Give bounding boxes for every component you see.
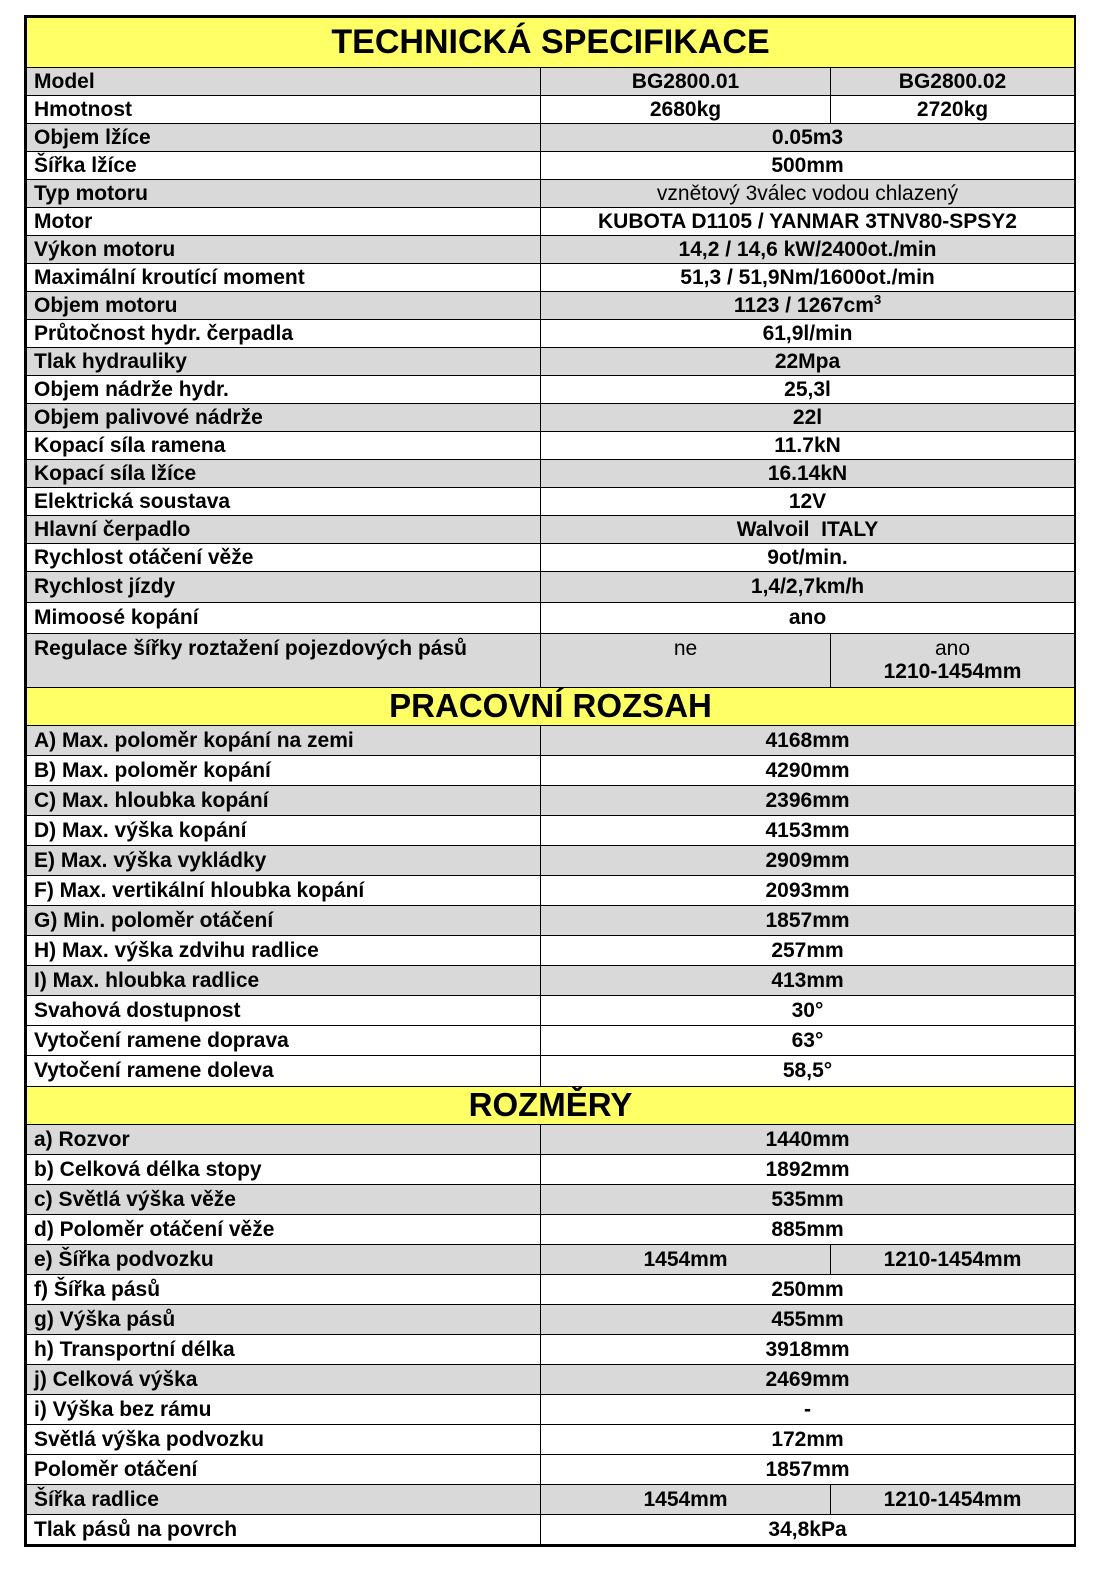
spec-value: 16.14kN xyxy=(541,460,1075,488)
spec-label: Tlak hydrauliky xyxy=(27,348,541,376)
dimension-label: h) Transportní délka xyxy=(27,1335,541,1365)
spec-value-bg280002: 2720kg xyxy=(831,96,1075,124)
dimension-value: 2469mm xyxy=(541,1365,1075,1395)
spec-label: Objem palivové nádrže xyxy=(27,404,541,432)
dimension-value: 1857mm xyxy=(541,1455,1075,1485)
range-label: B) Max. poloměr kopání xyxy=(27,756,541,786)
dimension-value: 172mm xyxy=(541,1425,1075,1455)
spec-table xyxy=(26,17,1075,1545)
dimension-value: 1440mm xyxy=(541,1125,1075,1155)
dimension-value-bg280002: 1210-1454mm xyxy=(831,1245,1075,1275)
range-label: F) Max. vertikální hloubka kopání xyxy=(27,876,541,906)
spec-label: Průtočnost hydr. čerpadla xyxy=(27,320,541,348)
spec-label: Mimoosé kopání xyxy=(27,603,541,634)
dimension-label: i) Výška bez rámu xyxy=(27,1395,541,1425)
section-title-working-range: PRACOVNÍ ROZSAH xyxy=(27,688,1075,726)
spec-value xyxy=(541,292,1075,320)
section-title-dimensions: ROZMĚRY xyxy=(27,1087,1075,1125)
spec-value: 9ot/min. xyxy=(541,544,1075,572)
range-label: Svahová dostupnost xyxy=(27,996,541,1026)
range-value: 1857mm xyxy=(541,906,1075,936)
range-label: C) Max. hloubka kopání xyxy=(27,786,541,816)
range-value: 4168mm xyxy=(541,726,1075,756)
spec-value: 22Mpa xyxy=(541,348,1075,376)
range-value: 2093mm xyxy=(541,876,1075,906)
dimension-value: 3918mm xyxy=(541,1335,1075,1365)
spec-value: 500mm xyxy=(541,152,1075,180)
dimension-label: d) Poloměr otáčení věže xyxy=(27,1215,541,1245)
dimension-value: 885mm xyxy=(541,1215,1075,1245)
range-label: E) Max. výška vykládky xyxy=(27,846,541,876)
spec-label: Kopací síla lžíce xyxy=(27,460,541,488)
spec-label: Rychlost jízdy xyxy=(27,572,541,603)
spec-value-bg280002 xyxy=(831,634,1075,688)
spec-label: Typ motoru xyxy=(27,180,541,208)
dimension-label: b) Celková délka stopy xyxy=(27,1155,541,1185)
dimension-value-bg280002: 1210-1454mm xyxy=(831,1485,1075,1515)
spec-label: Výkon motoru xyxy=(27,236,541,264)
dimension-label: Světlá výška podvozku xyxy=(27,1425,541,1455)
page-title: TECHNICKÁ SPECIFIKACE xyxy=(27,18,1075,68)
range-value: 2396mm xyxy=(541,786,1075,816)
spec-value: 0.05m3 xyxy=(541,124,1075,152)
spec-label: Hmotnost xyxy=(27,96,541,124)
dimension-value: 455mm xyxy=(541,1305,1075,1335)
range-label: H) Max. výška zdvihu radlice xyxy=(27,936,541,966)
dimension-label: j) Celková výška xyxy=(27,1365,541,1395)
range-value: 413mm xyxy=(541,966,1075,996)
engine-volume-text: 1123 / 1267cm xyxy=(733,293,874,317)
range-label: G) Min. poloměr otáčení xyxy=(27,906,541,936)
spec-label: Model xyxy=(27,68,541,96)
range-label: D) Max. výška kopání xyxy=(27,816,541,846)
range-label: Vytočení ramene doprava xyxy=(27,1026,541,1056)
range-value: 257mm xyxy=(541,936,1075,966)
track-adjust-range: 1210-1454mm xyxy=(883,660,1022,684)
spec-value-bg280002: BG2800.02 xyxy=(831,68,1075,96)
spec-label: Rychlost otáčení věže xyxy=(27,544,541,572)
spec-value: 1,4/2,7km/h xyxy=(541,572,1075,603)
spec-label: Šířka lžíce xyxy=(27,152,541,180)
spec-label: Elektrická soustava xyxy=(27,488,541,516)
dimension-value: 250mm xyxy=(541,1275,1075,1305)
range-value: 30° xyxy=(541,996,1075,1026)
dimension-label: Šířka radlice xyxy=(27,1485,541,1515)
spec-value: 11.7kN xyxy=(541,432,1075,460)
spec-value: 61,9l/min xyxy=(541,320,1075,348)
spec-value-bg280001: ne xyxy=(541,634,831,688)
spec-value: 12V xyxy=(541,488,1075,516)
dimension-label: f) Šířka pásů xyxy=(27,1275,541,1305)
spec-label: Maximální kroutící moment xyxy=(27,264,541,292)
range-label: Vytočení ramene doleva xyxy=(27,1056,541,1087)
dimension-label: e) Šířka podvozku xyxy=(27,1245,541,1275)
dimension-value: - xyxy=(541,1395,1075,1425)
range-value: 2909mm xyxy=(541,846,1075,876)
spec-label: Hlavní čerpadlo xyxy=(27,516,541,544)
spec-label: Objem lžíce xyxy=(27,124,541,152)
spec-value: 51,3 / 51,9Nm/1600ot./min xyxy=(541,264,1075,292)
range-label: I) Max. hloubka radlice xyxy=(27,966,541,996)
spec-label: Kopací síla ramena xyxy=(27,432,541,460)
spec-value-bg280001: 2680kg xyxy=(541,96,831,124)
spec-value: KUBOTA D1105 / YANMAR 3TNV80-SPSY2 xyxy=(541,208,1075,236)
spec-value: Walvoil ITALY xyxy=(541,516,1075,544)
dimension-label: Tlak pásů na povrch xyxy=(27,1515,541,1545)
dimension-value-bg280001: 1454mm xyxy=(541,1485,831,1515)
spec-value: ano xyxy=(541,603,1075,634)
spec-value-bg280001: BG2800.01 xyxy=(541,68,831,96)
spec-value: 22l xyxy=(541,404,1075,432)
spec-label: Objem motoru xyxy=(27,292,541,320)
spec-value: 25,3l xyxy=(541,376,1075,404)
spec-label: Motor xyxy=(27,208,541,236)
range-value: 63° xyxy=(541,1026,1075,1056)
range-value: 4290mm xyxy=(541,756,1075,786)
dimension-value: 1892mm xyxy=(541,1155,1075,1185)
dimension-label: g) Výška pásů xyxy=(27,1305,541,1335)
spec-label: Regulace šířky roztažení pojezdových pásů xyxy=(27,634,541,688)
range-label: A) Max. poloměr kopání na zemi xyxy=(27,726,541,756)
spec-sheet xyxy=(24,15,1076,1547)
superscript-exponent: 3 xyxy=(873,291,882,307)
range-value: 58,5° xyxy=(541,1056,1075,1087)
dimension-label: a) Rozvor xyxy=(27,1125,541,1155)
dimension-value: 535mm xyxy=(541,1185,1075,1215)
spec-value: 14,2 / 14,6 kW/2400ot./min xyxy=(541,236,1075,264)
dimension-value: 34,8kPa xyxy=(541,1515,1075,1545)
track-adjust-yes: ano xyxy=(934,637,971,660)
dimension-label: Poloměr otáčení xyxy=(27,1455,541,1485)
dimension-value-bg280001: 1454mm xyxy=(541,1245,831,1275)
spec-value: vznětový 3válec vodou chlazený xyxy=(541,180,1075,208)
range-value: 4153mm xyxy=(541,816,1075,846)
spec-label: Objem nádrže hydr. xyxy=(27,376,541,404)
dimension-label: c) Světlá výška věže xyxy=(27,1185,541,1215)
